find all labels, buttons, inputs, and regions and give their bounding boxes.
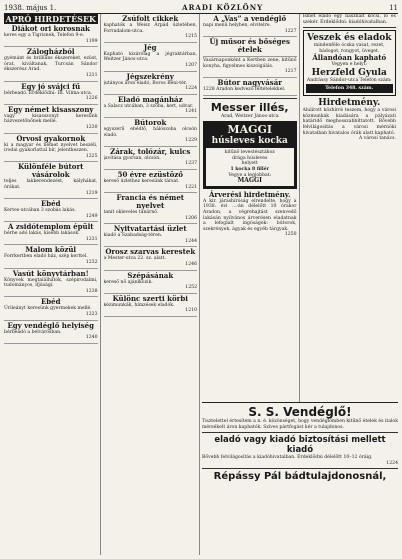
ad-number: 1238 [85,288,98,294]
ad-body: vagy kisasszonyt keresünk házvezetőnőnek mellé. [4,113,98,125]
ad-number: 1207 [185,62,197,68]
ad-title: Francia és német nyelvet [116,193,185,211]
classified-ad [104,14,198,43]
ad-body: keres egy a Tigrisnek, Telefon 9-e. [4,33,85,38]
ad-title: 50 évre ezüstöző [117,169,183,179]
ad-number: 1217 [284,69,297,75]
ad-number: 1226 [85,96,98,102]
header-date: 1938. május 1. [4,3,57,12]
page-header [4,3,398,14]
divider [303,27,397,28]
ad-list [104,14,198,317]
bottom-number: 1224 [386,460,398,466]
ad-body: a Salacz utcában, 3 szoba, kert, udvar. [103,103,194,109]
ad-title: Diákot ori korosnak [11,24,90,33]
ad-body: egyszerű ebédlő, hálószoba olcsón eladó. [103,126,197,138]
ad-number: 1219 [85,190,98,196]
eladó-heading: eladó vagy kiadó biztosítási mellett kiadó [214,435,386,456]
classified-ad [4,297,98,320]
header-page-number: 11 [389,3,398,12]
classified-ad [4,245,98,268]
classified-ad [104,95,198,118]
ad-number: 1232 [85,260,98,266]
classified-ad [4,47,98,81]
classified-ad [4,162,98,199]
ad-body: ki a magyar és német nyelvet beszéli, irodai gyakorlattal bír, jelentkezzen. [4,142,98,154]
ad-number: 1249 [85,213,98,219]
arveres-body: A kir. járásbíróság elrendelte, hogy a 1938. évi ...-án délelőtt 10 órakor Aradon, a végrehajtást szenvedő lakásán nyilvános árverésen eladatnak a lefoglalt ingóságok: bútorok, szekrények, ágyak és egyéb tárgyak. [203,198,297,232]
classified-ad [4,222,98,245]
classified-ad [104,43,198,72]
ad-body: Könyvek megtalálhatók, szépirodalmi, tudományos, ifjúsági. [4,277,98,289]
column-2 [104,14,201,555]
ad-body: kézimunkák, hímzések eladók. [103,302,175,308]
ad-number: 1244 [185,238,197,244]
arveres-title: Árverési hirdetmény. [209,189,291,199]
ad-title: Bútor nagyvásár [217,77,282,87]
ad-number: 1230 [85,124,98,130]
repassy-name: Répássy Pál bádtulajdonosnál, [213,471,387,483]
divider [202,468,398,469]
ad-number: 1231 [85,236,98,242]
messer-address: Arad, Weitzer János-utca [220,113,279,119]
ad-body: kiadó a Szabadság-téren. [103,233,163,239]
divider [203,98,297,99]
telefon-number: Telefon 348. szám. [306,84,394,94]
allandoan-text: Állandóan kapható [312,53,387,63]
ad-number: 1241 [185,109,197,115]
ad-body: Úrileányt keresünk gyermekek mellé. [4,306,92,312]
classified-ad [203,57,297,78]
ad-number: 1199 [85,38,98,44]
ad-body: a Mester-utca 22. sz. alatt. [103,256,166,262]
maggi-line: MAGGI [237,177,262,185]
ad-list [203,14,297,96]
ad-body: Kertes-utcában 3 szobás lakás. [4,208,76,214]
header-title: ARADI KÖZLÖNY [182,3,264,12]
divider [202,432,398,433]
classified-ad [4,199,98,222]
hirdetmeny-title: Hirdetmény. [318,98,381,109]
ad-title: Jég [143,42,157,52]
ad-title: Szépásának [127,270,174,280]
classified-ad [203,14,297,37]
herzfeld-name: Herzfeld Gyula [311,67,387,78]
classified-ad [104,271,198,294]
ad-title: Ebéd [40,199,61,209]
ad-title: Jégszekrény [126,71,174,81]
classified-ad [4,24,98,47]
ad-title: Bútorok [134,117,167,127]
ad-number: 1215 [185,34,197,40]
hirdetmeny-sign: A városi tanács. [358,136,396,142]
top-notice: Ismét eladó egy használt kocsi, ló és szekér. Érdeklődni: kiadóhivatalban. [302,14,396,25]
herzfeld-address: Andrássy Sándor-utca Telefon szám: [306,77,392,83]
veszek-advert [303,30,397,96]
maggi-title: MAGGI [227,123,273,137]
ad-body: Vasárnaponként a Kertben zene, kitűnő konyha, figyelmes kiszolgálás. [203,58,297,69]
ad-number: 1223 [85,312,98,318]
ad-title: Nyitvatartási üzlet [113,224,187,234]
ad-body: 1228 Aradon kedvező feltételekkel. [203,86,286,92]
classified-ad [4,134,98,163]
classified-ad [104,224,198,247]
ad-body: gyémánt és brilliáns ékszereket, ezüst, órat, kiváltanak, Turcsán Sándor ékszerész Arad. [4,56,98,73]
ad-number: 1246 [185,262,197,268]
ad-number: 1227 [284,28,297,34]
ad-number: 1206 [185,215,197,221]
ad-title: Különc szerti körbi [112,293,188,303]
veszek-title: Veszek és eladok [306,33,392,44]
classified-ad [4,321,98,344]
ad-body: Forrkertben eladó ház, szép kerttel. [4,254,88,260]
section-banner: APRÓ HIRDETÉSEK [5,14,96,24]
ad-body: napi menü helyben, elvitelre. [203,23,271,28]
ad-body: Kapható kizárólag a jégraktárban, Weitzer János-utca. [103,51,197,63]
ad-number: 1224 [185,86,197,92]
classified-ad [203,78,297,96]
ad-number: 1211 [85,72,98,78]
ad-body: bérbeadó. Érdeklődni: III. Vilma-utca. [4,90,93,96]
eladó-body: Bővebb felvilágosítás a kiadóhivatalban. Érdeklődni délelőtt 10–12 óráig. [202,455,373,461]
classified-ad [104,170,198,193]
ad-title: A „Vas” a vendéglő [213,14,287,23]
arveres-number: 1250 [284,232,297,238]
ad-number: 1221 [185,184,197,190]
vendeglo-title: S. S. Vendéglő! [248,405,352,419]
classified-ad [104,294,198,317]
classified-ad [4,105,98,134]
classified-ad [203,37,297,57]
ad-title: Egy vendéglő helyiség [7,320,95,330]
messer-logo: Messer illés, [210,100,289,114]
maggi-line: Vegye a legjobbat: [228,172,272,178]
ad-number: 1252 [185,285,197,291]
ad-body: javítása gyorsan, olcsón. [103,155,161,161]
hirdetmeny-body: Alulírott közhírré teszem, hogy a városi közmunkák kiadására a pályázati határidő meghosszabbíttatott. Bővebb felvilágosítás a városi mérnöki hivatalban hivatalos órák alatt kapható. [302,108,396,136]
ad-body: tanít okleveles tanárnő. [103,210,159,216]
classified-ad [104,72,198,95]
heg-text: Vegyen e helyt: [331,62,368,68]
ad-list [4,24,98,344]
classified-ad [104,193,198,224]
ad-title: Különféle bútort vásárolok [18,162,84,180]
ad-title: Zsúfolt cikkek [122,14,179,23]
veszek-body: mindenféle ócska vasat, rezet, bádogot, rongyot, üveget. [313,43,385,54]
classified-ad [104,118,198,147]
classified-ad [4,269,98,298]
maggi-subtitle: húsleves kocka [211,136,288,147]
ad-title: Zálogházból [26,47,75,57]
ad-number: 1229 [185,138,197,144]
ad-number: 1225 [85,153,98,159]
ad-title: Orvosi gyakornok [16,133,86,143]
maggi-line: kitűnő levestésztához [224,150,275,156]
maggi-advert [203,121,297,189]
classified-ad [104,247,198,270]
ad-body: kereső nő ajánlkozik. [103,279,153,285]
ad-body: kaphatók a Weisz Árpád üzletében, Forradalom-utca. [103,23,197,34]
classified-ad [104,147,198,170]
ad-body: bérbeadó a belvárosban. [4,329,62,335]
ad-title: Egy német kisasszony [8,104,94,114]
ad-body: bérbe adó lakás, kisebb lakások. [4,231,80,237]
column-1 [4,14,101,555]
ad-title: Egy jó svájci fű [21,81,81,91]
maggi-line: drága húsleves [232,155,268,161]
maggi-line: helyett [241,161,258,167]
ad-title: Vasút könyvtárban! [12,268,89,278]
maggi-line: 1 kocka 8 fillér [230,166,270,172]
classified-ad [4,82,98,105]
ad-number: 1210 [185,308,197,314]
ad-title: Zárak, tolózár, kulcs [110,146,191,156]
ad-body: kereső üzlethez keresünk társat. [103,178,180,184]
ad-title: A zsidótemplom épült [8,222,94,232]
ad-body: teljes lakberendezést, kályhákat, órákat. [4,179,98,190]
vendeglo-body: Tisztelettel értesítem a n. é. közönséget, hogy vendéglőmben kitűnő ételek és italok mérsékelt áron kaphatók. Szíves pártfogást kér a tulajdonos. [202,419,398,430]
ad-title: Eladó magánház [117,94,183,104]
ad-title: Új műsor és bőséges ételek [209,37,290,55]
maggi-box [206,148,294,186]
ad-body: jutányos áron eladó, Boros Béni-tér. [103,80,187,86]
ad-number: 1240 [85,335,98,341]
ad-number: 1237 [185,161,197,167]
bottom-advert [202,402,398,555]
ad-title: Ebéd [40,297,61,307]
ad-title: Malom közül [25,245,77,255]
ad-title: Orosz szarvas kerestek [105,247,196,257]
